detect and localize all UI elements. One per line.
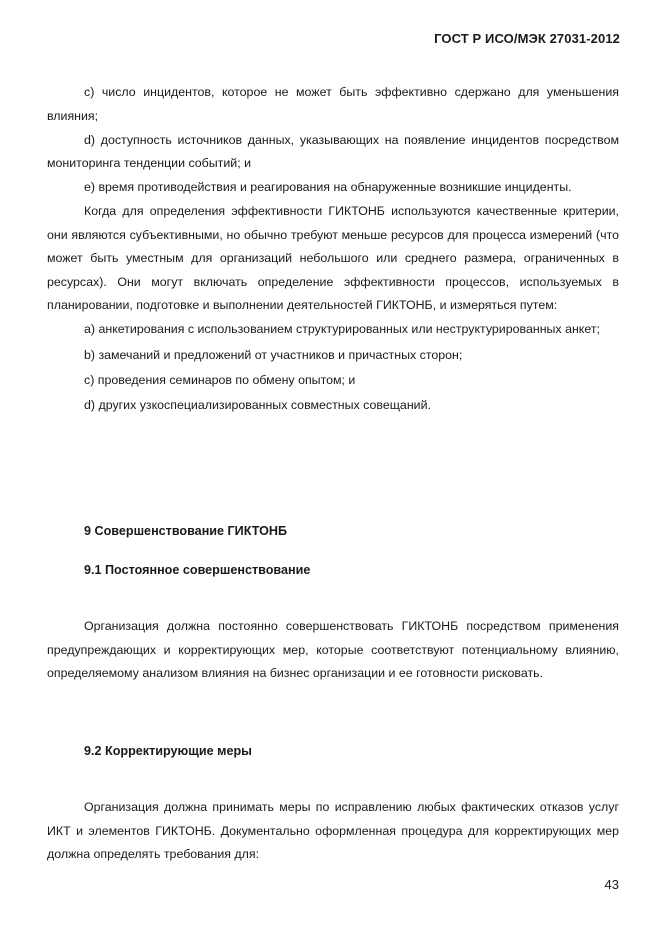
body-paragraph: Организация должна принимать меры по исправлению любых фактических отказов услуг ИКТ и элементов ГИКТОНБ. Документально оформленная процедура для корректирующих мер должна определять требования для: xyxy=(47,800,619,861)
body-block-1 xyxy=(47,81,619,418)
list-item: e) время противодействия и реагирования на обнаруженные возникшие инциденты. xyxy=(84,180,572,195)
page-number: 43 xyxy=(604,877,619,892)
section-9-heading: 9 Совершенствование ГИКТОНБ xyxy=(84,524,288,538)
standard-header: ГОСТ Р ИСО/МЭК 27031-2012 xyxy=(434,31,620,46)
list-item: c) число инцидентов, которое не может быть эффективно сдержано для уменьшения влияния; xyxy=(47,85,619,123)
section-9-2-heading: 9.2 Корректирующие меры xyxy=(84,744,252,758)
list-item: d) других узкоспециализированных совместных совещаний. xyxy=(84,398,431,413)
list-item: b) замечаний и предложений от участников и причастных сторон; xyxy=(84,347,463,362)
section-9-1-body xyxy=(47,615,619,686)
list-item: a) анкетирования с использованием структурированных или неструктурированных анкет; xyxy=(84,322,600,337)
section-9-2-body xyxy=(47,796,619,867)
body-paragraph: Организация должна постоянно совершенствовать ГИКТОНБ посредством применения предупреждающих и корректирующих мер, которые соответствуют потенциальному влиянию, определяемому анализом влияния на бизнес организации и ее готовности рисковать. xyxy=(47,619,619,680)
list-item: d) доступность источников данных, указывающих на появление инцидентов посредством мониторинга тенденции событий; и xyxy=(47,132,619,171)
list-item: c) проведения семинаров по обмену опытом; и xyxy=(84,372,356,387)
body-paragraph: Когда для определения эффективности ГИКТОНБ используются качественные критерии, они являются субъективными, но обычно требуют меньше ресурсов для процесса измерений (что может быть уместным для организаций небольшого или среднего размера, ограниченных в ресурсах). Они могут включать определение эффективности процессов, используемых в планировании, подготовке и выполнении деятельностей ГИКТОНБ, и измеряться путем: xyxy=(47,204,619,313)
section-9-1-heading: 9.1 Постоянное совершенствование xyxy=(84,563,311,577)
